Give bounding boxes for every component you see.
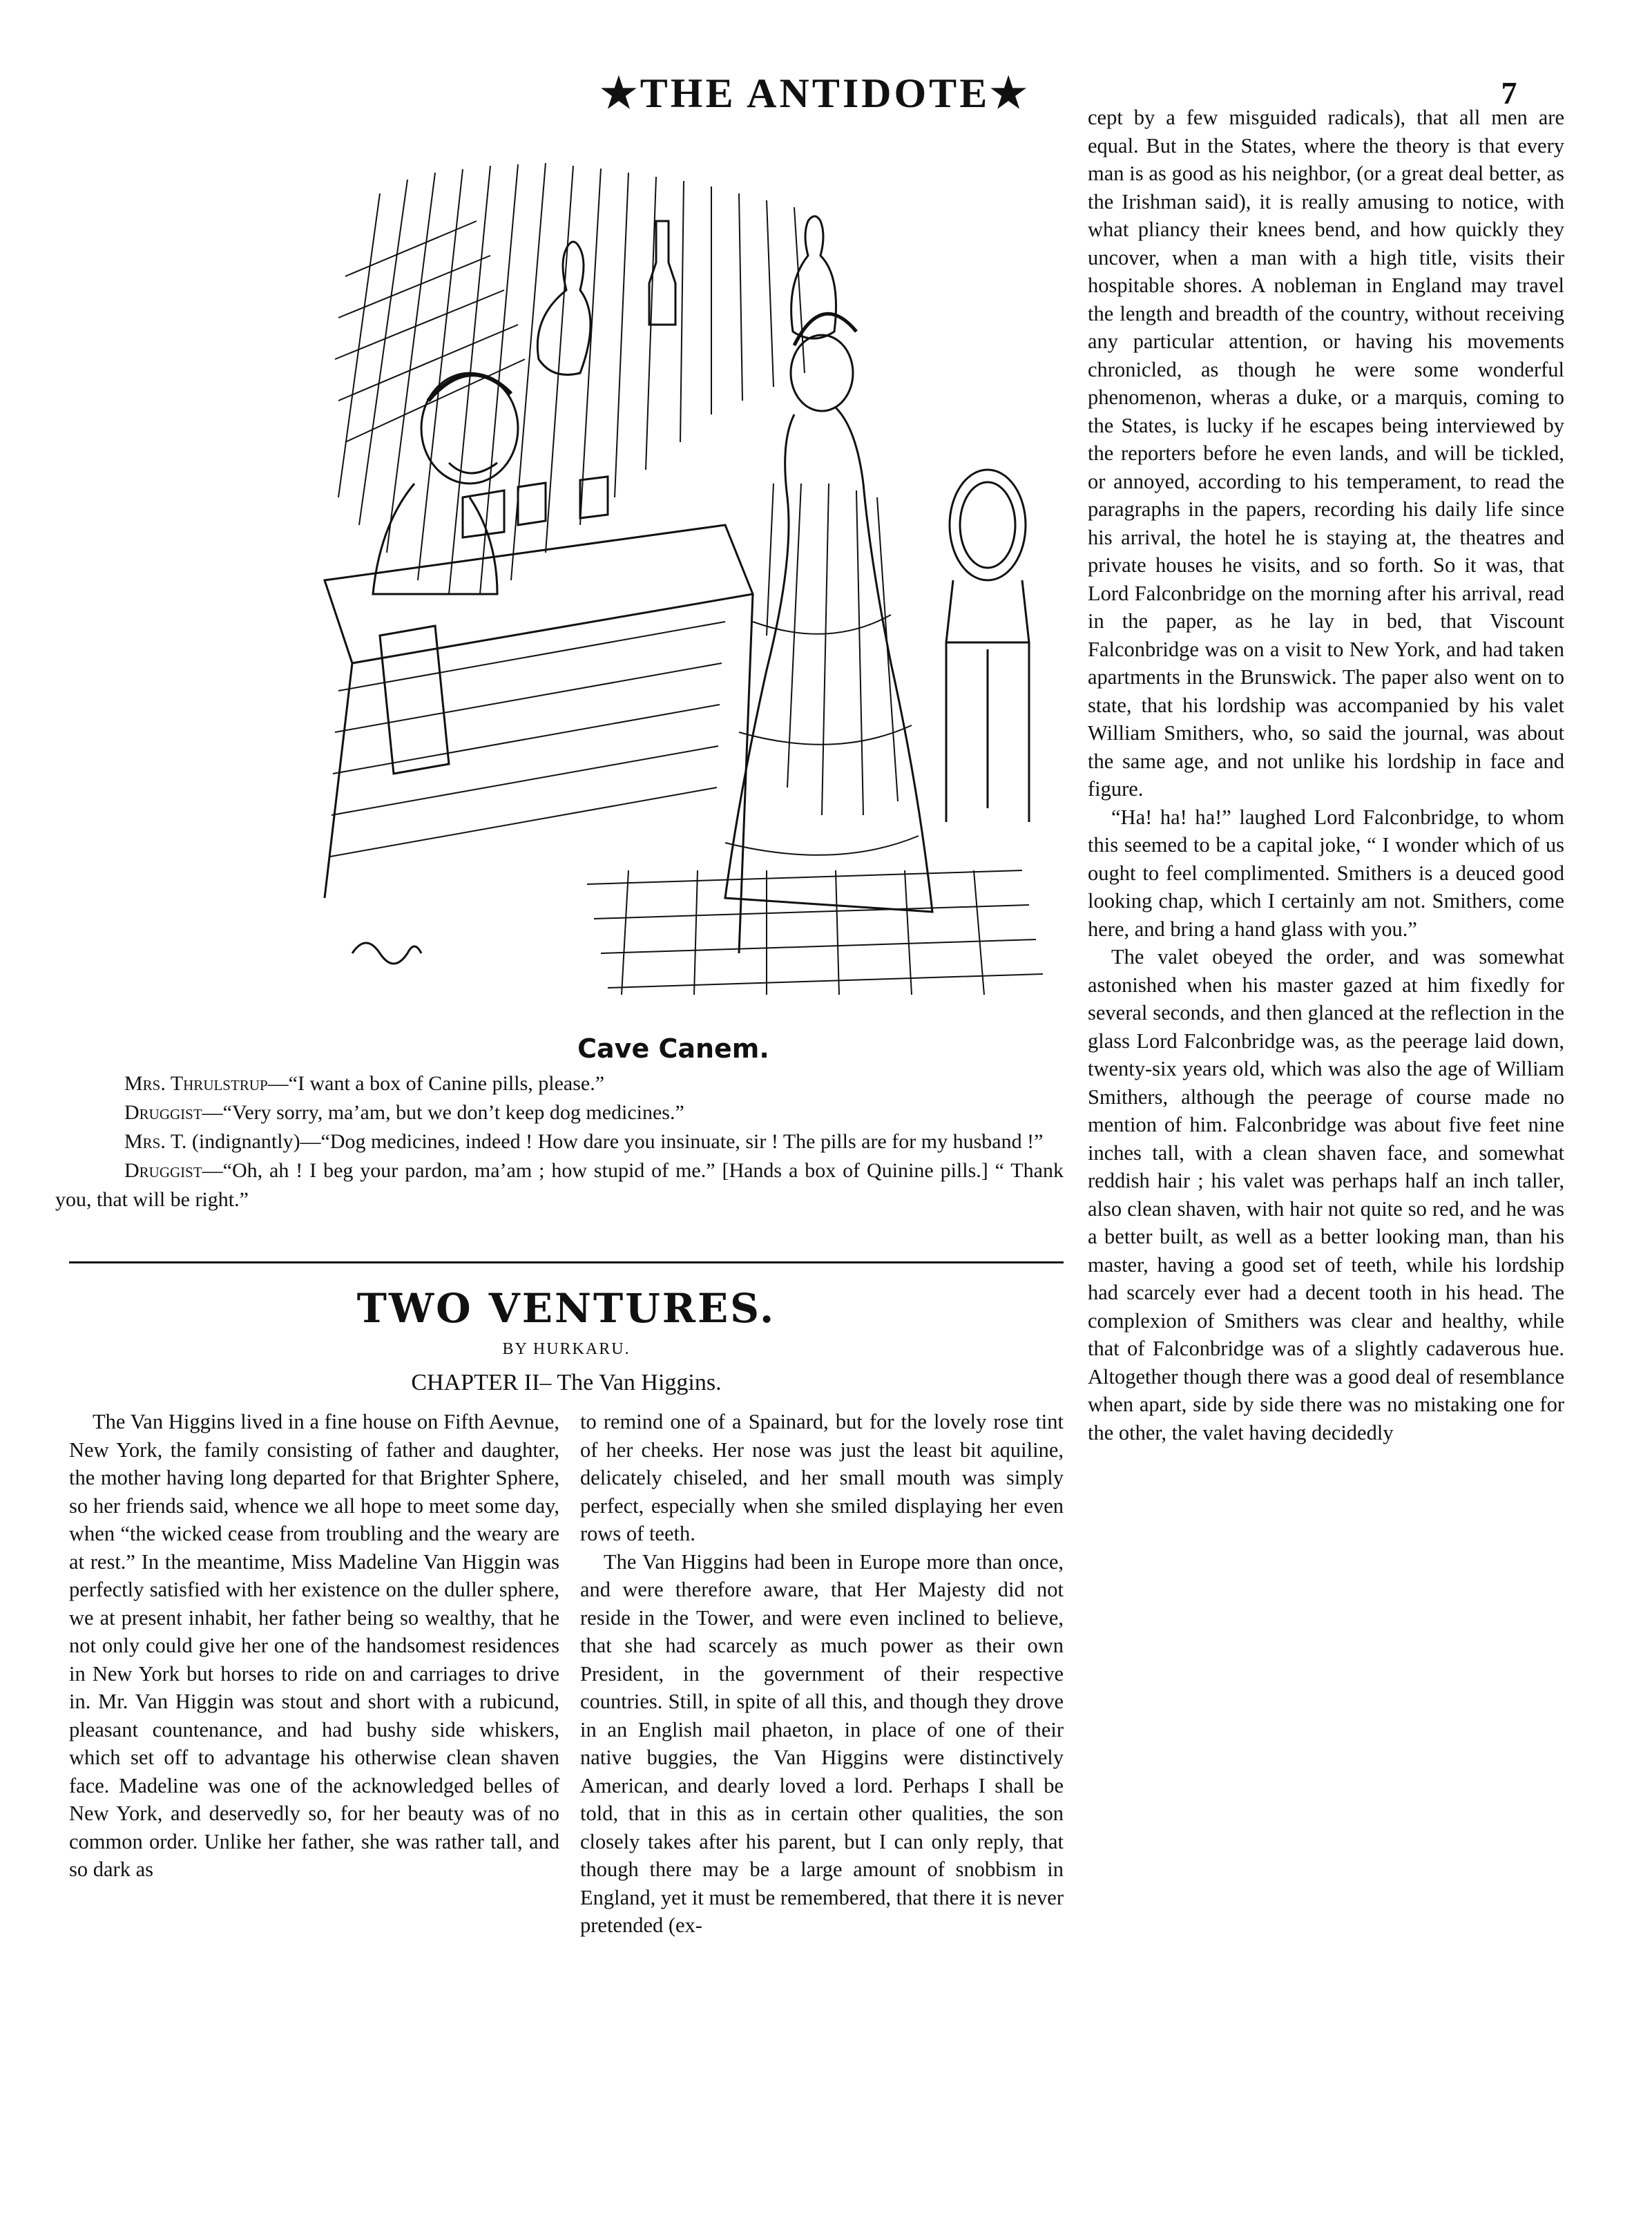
dialogue-speaker: Druggist — [124, 1159, 202, 1182]
story-paragraph: cept by a few misguided radicals), that all men are equal. But in the States, where the theory is that every man is as good as his neighbor, (or a great deal better, as the Irishman said), it is really amusing to notice, with what pliancy their knees bend, and how quickly they uncover, when a man with a high title, visits their hospitable shores. A nobleman in England may travel the length and breadth of the country, without receiving any particular attention, or having his movements chronicled, as though he were some wonderful phenomenon, wheras a duke, or a marquis, coming to the States, is lucky if he escapes being interviewed by the reporters before he even lands, and will be tickled, or annoyed, according to his temperament, to read the paragraphs in the papers, recording his daily life since his arrival, the hotel he is staying at, the theatres and private houses he visits, and so forth. So it was, that Lord Falconbridge on the morning after his arrival, read in the paper, as he lay in bed, that Viscount Falconbridge was on a visit to New York, and had taken apartments in the Brunswick. The paper also went on to state, that his lordship was accompanied by his valet William Smithers, who, so said the journal, was about the same age, and not unlike his lordship in face and figure. — [1088, 106, 1564, 801]
cartoon-dialogue — [55, 1069, 1064, 1214]
story-paragraph: The valet obeyed the order, and was somewhat astonished when his master gazed at him fixedly for several seconds, and then glanced at the reflection in the glass Lord Falconbridge was, as the peerage laid down, twenty-six years old, which was also the age of William Smithers, although the peerage of course made no mention of him. Falconbridge was about five feet nine inches tall, with a clean shaven face, and somewhat reddish hair ; his valet was perhaps half an inch taller, also clean shaven, with hair not quite so red, and he was a better built, as well as a better looking man, than his master, having a good set of teeth, while his lordship had scarcely ever had a decent tooth in his head. The complexion of Smithers was clear and healthy, while that of Falconbridge was of a slightly cadaverous hue. Altogether though there was a good deal of resemblance when apart, side by side there was no mistaking one for the other, the valet having decidedly — [1088, 945, 1564, 1444]
dialogue-speaker: Druggist — [124, 1101, 202, 1124]
dialogue-speaker: Mrs. Thrulstrup — [124, 1072, 268, 1095]
dialogue-text: —“Oh, ah ! I beg your pardon, ma’am ; how stupid of me.” [Hands a box of Quinine pills.] “ Thank you, that will be right.” — [55, 1159, 1064, 1211]
masthead-title: ★THE ANTIDOTE★ — [599, 70, 1030, 116]
lady-figure — [725, 314, 932, 912]
dialogue-line — [55, 1069, 1064, 1098]
story-byline: BY HURKARU. — [502, 1340, 631, 1358]
floor-tiles — [587, 870, 1043, 995]
story-column-2 — [580, 1408, 1064, 2202]
section-divider — [69, 1261, 1064, 1263]
story-paragraph: “Ha! ha! ha!” laughed Lord Falconbridge, to whom this seemed to be a capital joke, “ I wonder which of us ought to feel complimented. Smithers is a deuced good looking chap, which I certainly am not. Smithers, come here, and bring a hand glass with you.” — [1088, 805, 1564, 941]
story-column-3 — [1088, 104, 1564, 2204]
dialogue-line — [55, 1098, 1064, 1127]
dialogue-speaker: Mrs. T. — [124, 1130, 187, 1153]
chapter-heading: CHAPTER II– The Van Higgins. — [411, 1370, 722, 1395]
cartoon-title: Cave Canem. — [577, 1033, 769, 1064]
chair — [946, 470, 1029, 822]
story-paragraph: to remind one of a Spainard, but for the lovely rose tint of her cheeks. Her nose was just the least bit aquiline, delicately chiseled, and her small mouth was simply perfect, especially when she smiled displaying her even rows of teeth. — [580, 1410, 1064, 1545]
artist-signature — [352, 943, 421, 964]
dialogue-text: —“I want a box of Canine pills, please.” — [267, 1072, 605, 1095]
cartoon-illustration — [297, 138, 1050, 1022]
dialogue-text: (indignantly)—“Dog medicines, indeed ! How dare you insinuate, sir ! The pills are for my husband !” — [186, 1130, 1044, 1153]
backdrop-hatching — [335, 163, 805, 594]
dialogue-line — [55, 1156, 1064, 1214]
dialogue-text: —“Very sorry, ma’am, but we don’t keep dog medicines.” — [202, 1101, 684, 1124]
story-paragraph: The Van Higgins had been in Europe more than once, and were therefore aware, that Her Majesty did not reside in the Tower, and were even inclined to believe, that she had scarcely as much power as their own President, in the government of their respective countries. Still, in spite of all this, and though they drove in an English mail phaeton, in place of one of their native buggies, the Van Higgins were distinctively American, and dearly loved a lord. Perhaps I shall be told, that in this as in certain other qualities, the son closely takes after his parent, but I can only reply, that though there may be a large amount of snobbism in England, yet it must be remembered, that there it is never pretended (ex- — [580, 1549, 1064, 1937]
story-title: TWO VENTURES. — [356, 1285, 776, 1332]
page-number: 7 — [1501, 75, 1517, 111]
story-paragraph: The Van Higgins lived in a fine house on Fifth Aevnue, New York, the family consisting of father and daughter, the mother having long departed for that Brighter Sphere, so her friends said, whence we all hope to meet some day, when “the wicked cease from troubling and the weary are at rest.” In the meantime, Miss Madeline Van Higgin was perfectly satisfied with her existence on the duller sphere, we at present inhabit, her father being so wealthy, that he not only could give her one of the handsomest residences in New York but horses to ride on and carriages to drive in. Mr. Van Higgin was stout and short with a rubicund, pleasant countenance, and had bushy side whiskers, which set off to advantage his otherwise clean shaven face. Madeline was one of the acknowledged belles of New York, and deservedly so, for her beauty was of no common order. Unlike her father, she was rather tall, and so dark as — [69, 1410, 559, 1881]
dialogue-line — [55, 1127, 1064, 1156]
story-column-1 — [69, 1408, 559, 2202]
counter — [325, 525, 753, 953]
